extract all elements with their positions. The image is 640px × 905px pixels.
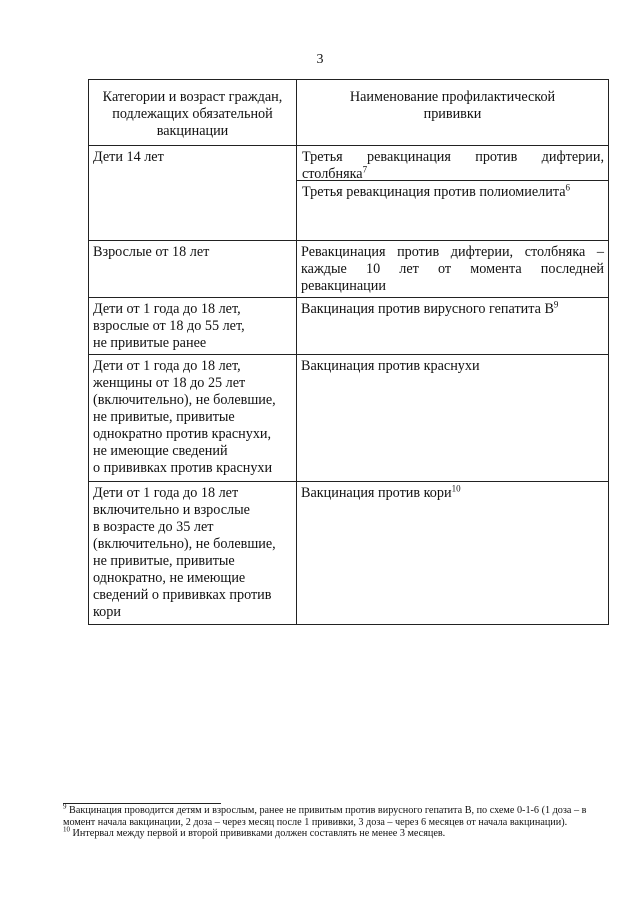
footnote-ref: 6 — [565, 182, 571, 193]
table-row — [89, 146, 609, 241]
category-line: включительно и взрослые — [93, 502, 250, 518]
category-line: Взрослые от 18 лет — [93, 244, 210, 260]
category-cell — [89, 241, 297, 298]
header-line: вакцинации — [156, 123, 229, 139]
header-vaccination-name — [297, 80, 609, 146]
footnote-text: Интервал между первой и второй прививками должен составлять не менее 3 месяцев. — [72, 828, 446, 839]
category-line: взрослые от 18 до 55 лет, — [93, 318, 245, 334]
footnote-mark: 9 — [63, 802, 67, 811]
category-cell — [89, 355, 297, 482]
category-cell — [89, 146, 297, 241]
category-cell — [89, 298, 297, 355]
category-line: в возрасте до 35 лет — [93, 519, 214, 535]
category-cell — [89, 482, 297, 625]
category-line: Дети от 1 года до 18 лет, — [93, 301, 241, 317]
vaccination-entry — [297, 146, 608, 180]
vaccination-cell — [297, 241, 609, 298]
vaccination-text: Третья ревакцинация против дифтерии, столбняка — [302, 149, 604, 182]
header-line: Категории и возраст граждан, — [102, 89, 283, 105]
category-line: Дети от 1 года до 18 лет, — [93, 358, 241, 374]
header-line: Наименование профилактической — [349, 89, 556, 105]
category-line: (включительно), не болевшие, — [93, 392, 276, 408]
category-line: Дети 14 лет — [93, 149, 164, 165]
category-line: кори — [93, 604, 121, 620]
footnote-separator — [63, 803, 221, 804]
footnote-text: Вакцинация проводится детям и взрослым, ранее не привитым против вирусного гепатита В, по схеме 0-1-6 (1 доза – в момент начала вакцинации, 2 доза – через месяц после 1 прививки, 3 доза – через 6 месяцев от начала вакцинации). — [63, 805, 587, 828]
footnotes — [63, 802, 618, 840]
category-line: однократно, не имеющие — [93, 570, 246, 586]
header-line: прививки — [423, 106, 482, 122]
category-line: женщины от 18 до 25 лет — [93, 375, 246, 391]
category-line: Дети от 1 года до 18 лет — [93, 485, 239, 501]
vaccination-cell — [297, 146, 609, 241]
table-row — [89, 355, 609, 482]
category-line: о прививках против краснухи — [93, 460, 273, 476]
category-line: однократно против краснухи, — [93, 426, 272, 442]
category-line: не привитые, привитые — [93, 409, 235, 425]
vaccination-cell — [297, 482, 609, 625]
category-line: не привитые ранее — [93, 335, 207, 351]
page-number: 3 — [316, 52, 324, 67]
header-categories — [89, 80, 297, 146]
table-row — [89, 482, 609, 625]
footnote-mark: 10 — [63, 825, 70, 834]
category-line: не привитые, привитые — [93, 553, 235, 569]
vaccination-cell — [297, 355, 609, 482]
category-line: (включительно), не болевшие, — [93, 536, 276, 552]
footnote-ref: 10 — [451, 483, 461, 494]
category-line: сведений о прививках против — [93, 587, 272, 603]
footnote-ref: 7 — [362, 164, 368, 175]
category-line: не имеющие сведений — [93, 443, 228, 459]
vaccination-table — [88, 79, 609, 625]
table-row — [89, 241, 609, 298]
footnote-ref: 9 — [553, 299, 559, 310]
footnote — [63, 802, 618, 828]
vaccination-entry — [297, 180, 608, 203]
vaccination-text: Вакцинация против краснухи — [301, 358, 480, 374]
vaccination-text: Третья ревакцинация против полиомиелита — [302, 184, 566, 200]
header-line: подлежащих обязательной — [112, 106, 273, 122]
footnote — [63, 825, 618, 840]
table-row — [89, 298, 609, 355]
vaccination-text: Ревакцинация против дифтерии, столбняка – каждые 10 лет от момента последней ревакцинации — [301, 244, 604, 294]
vaccination-text: Вакцинация против кори — [301, 485, 452, 501]
vaccination-cell — [297, 298, 609, 355]
table-header-row — [89, 80, 609, 146]
vaccination-text: Вакцинация против вирусного гепатита В — [301, 301, 554, 317]
